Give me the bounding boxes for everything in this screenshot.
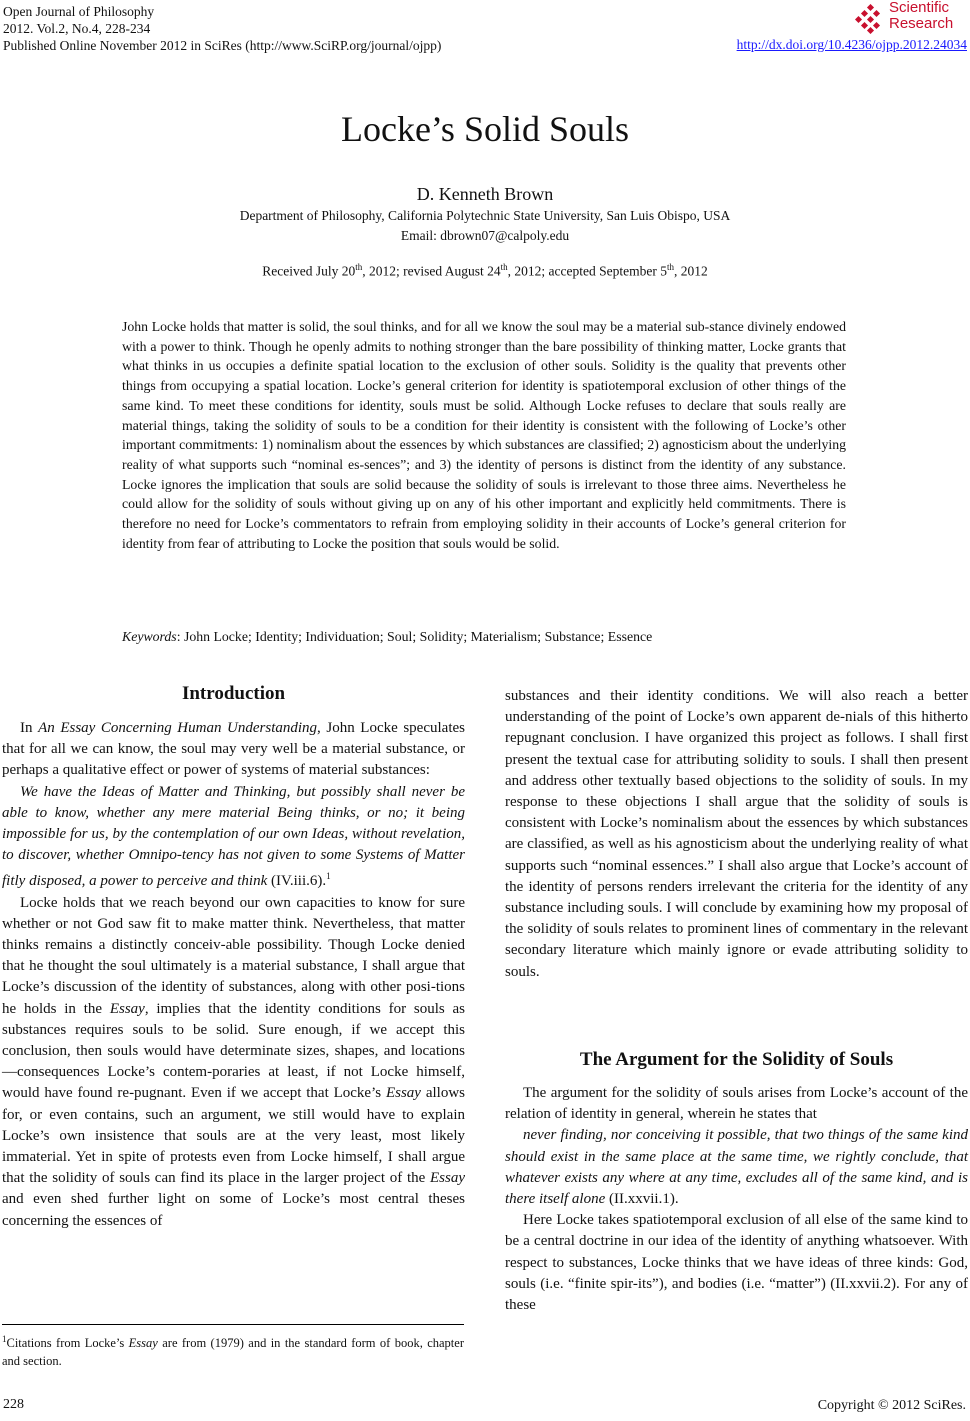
left-column: [2, 718, 465, 1232]
footnote: $^1$Citations from Locke’s Essay are from (1979) and in the standard form of book, chapter and section.: [2, 1334, 464, 1369]
logo-text: Scientific Research: [889, 0, 954, 32]
logo-diamond-icon: [855, 4, 885, 34]
author-name: D. Kenneth Brown: [416, 184, 554, 204]
paragraph: The argument for the solidity of souls arises from Locke’s account of the relation of identity in general, wherein he states that: [505, 1085, 968, 1123]
journal-volume: 2012. Vol.2, No.4, 228-234: [3, 21, 151, 36]
publisher-logo: [855, 2, 967, 36]
publication-info: Published Online November 2012 in SciRes (http://www.SciRP.org/journal/ojpp): [3, 38, 442, 53]
journal-name: Open Journal of Philosophy: [3, 4, 155, 19]
block-quote: We have the Ideas of Matter and Thinking, but possibly shall never be able to know, whether any mere material Being thinks, or no; it being impossible for us, by the contemplation of our own Ideas, without revelation, to discover, whether Omnipo-tency has not given to some Systems of Matter fitly disposed, a power to perceive and think (IV.iii.6).$^1$: [2, 783, 465, 890]
section-heading-introduction: Introduction: [181, 683, 286, 704]
author-email: Email: dbrown07@calpoly.edu: [400, 228, 570, 243]
paragraph: Here Locke takes spatiotemporal exclusion of all else of the same kind to be a central doctrine in our idea of the identity of anything whatsoever. With respect to substances, Locke thinks that we have ideas of three kinds: God, souls (i.e. “finite spir-its”), and bodies (i.e. “matter”) (II.xxvii.2). For any of these: [505, 1212, 968, 1314]
paragraph: Locke holds that we reach beyond our own capacities to know for sure whether or not God saw fit to make matter think. Nevertheless, that matter thinks remains a distinctly conceiv-able possibility. Though Locke denied that he thought the soul ultimately is a material substance, I shall argue that Locke’s discussion of the identity of substances, along with other posi-tions he holds in the Essay, implies that the identity conditions for souls as substances requires souls to be solid. Sure enough, if we accept this conclusion, then souls would have determinate sizes, shapes, and locations—consequences Locke’s contem-poraries at least, if not Locke himself, would have found re-pugnant. Even if we accept that Locke’s Essay allows for, or even contains, such an argument, we still would have to explain Locke’s own insistence that souls are at the very least, most likely immaterial. Yet in spite of protests even from Locke himself, I shall argue that the solidity of souls can find its place in the larger project of the Essay and even shed further light on some of Locke’s most central theses concerning the essences of: [2, 894, 466, 1229]
right-column-continued: [505, 1083, 968, 1316]
paragraph: substances and their identity conditions. We will also reach a better understanding of the point of Locke’s own apparent de-nials of this hitherto repugnant conclusion. I have organized this project as follows. I shall first present the textual case for attributing solidity to souls. I shall then present and address other textually based objections to the solidity of souls. In my response to these objections I shall argue that the solidity of souls is consistent with Locke’s nominalism about the essences by which substances are classified, as well as his agnosticism about the underlying reality of what supports such “nominal essences.” I shall also argue that Locke’s account of the identity of persons renders irrelevant the criteria for the identity of any substance including souls. I will conclude by examining how my proposal of the solidity of souls relates to prominent lines of commentary in the relevant secondary literature which mainly ignore or evade attributing solidity to souls.: [505, 688, 968, 980]
section-heading-argument: The Argument for the Solidity of Souls: [579, 1049, 894, 1070]
doi-link[interactable]: http://dx.doi.org/10.4236/ojpp.2012.24034: [736, 37, 967, 52]
copyright-notice: Copyright © 2012 SciRes.: [817, 1398, 966, 1413]
page-number: 228: [3, 1397, 24, 1412]
right-column: [505, 686, 968, 983]
footnote-divider: [2, 1324, 464, 1325]
keywords: Keywords: John Locke; Identity; Individuation; Soul; Solidity; Materialism; Substance; Essence: [122, 629, 653, 644]
block-quote: never finding, nor conceiving it possible, that two things of the same kind should exist in the same place at the same time, we rightly conclude, that whatever exists any where at any time, excludes all of the same kind, and is there itself alone (II.xxvii.1).: [505, 1127, 968, 1208]
paragraph: In An Essay Concerning Human Understanding, John Locke speculates that for all we can know, the soul may very well be a material substance, or perhaps a qualitative effect or power of systems of material substances:: [2, 720, 465, 779]
abstract: John Locke holds that matter is solid, the soul thinks, and for all we know the soul may be a material sub-stance divinely endowed with a power to think. Though he openly admits to nothing stronger than the bare possibility of thinking matter, Locke grants that what thinks in us occupies a definite spatial location to the exclusion of other souls. Solidity is the quality that prevents other things from occupying a spatial location. Locke’s general criterion for identity is spatiotemporal exclusion of other things of the same kind. To meet these conditions for identity, souls must be solid. Although Locke refuses to declare that souls really are material things, taking the solidity of souls to be a condition for their identity is consistent with the following of Locke’s other important commitments: 1) nominalism about the essences by which substances are classified; 2) agnosticism about the underlying reality of what supports such “nominal es-sences”; and 3) the identity of persons is distinct from the identity of any substance. Locke ignores the implication that souls are solid because the solidity of souls is irrelevant to those three aims. Nevertheless he could allow for the solidity of souls without giving up on any of his other important and explicitly held commitments. There is therefore no need for Locke’s commentators to refrain from employing solidity in their accounts of Locke’s general criterion for identity from fear of attributing to Locke the position that souls would be solid.: [122, 319, 846, 551]
paper-title: Locke’s Solid Souls: [340, 109, 630, 149]
submission-dates: Received July 20th, 2012; revised August 24th, 2012; accepted September 5th, 2012: [262, 262, 708, 279]
author-affiliation: Department of Philosophy, California Polytechnic State University, San Luis Obispo, USA: [239, 208, 731, 223]
